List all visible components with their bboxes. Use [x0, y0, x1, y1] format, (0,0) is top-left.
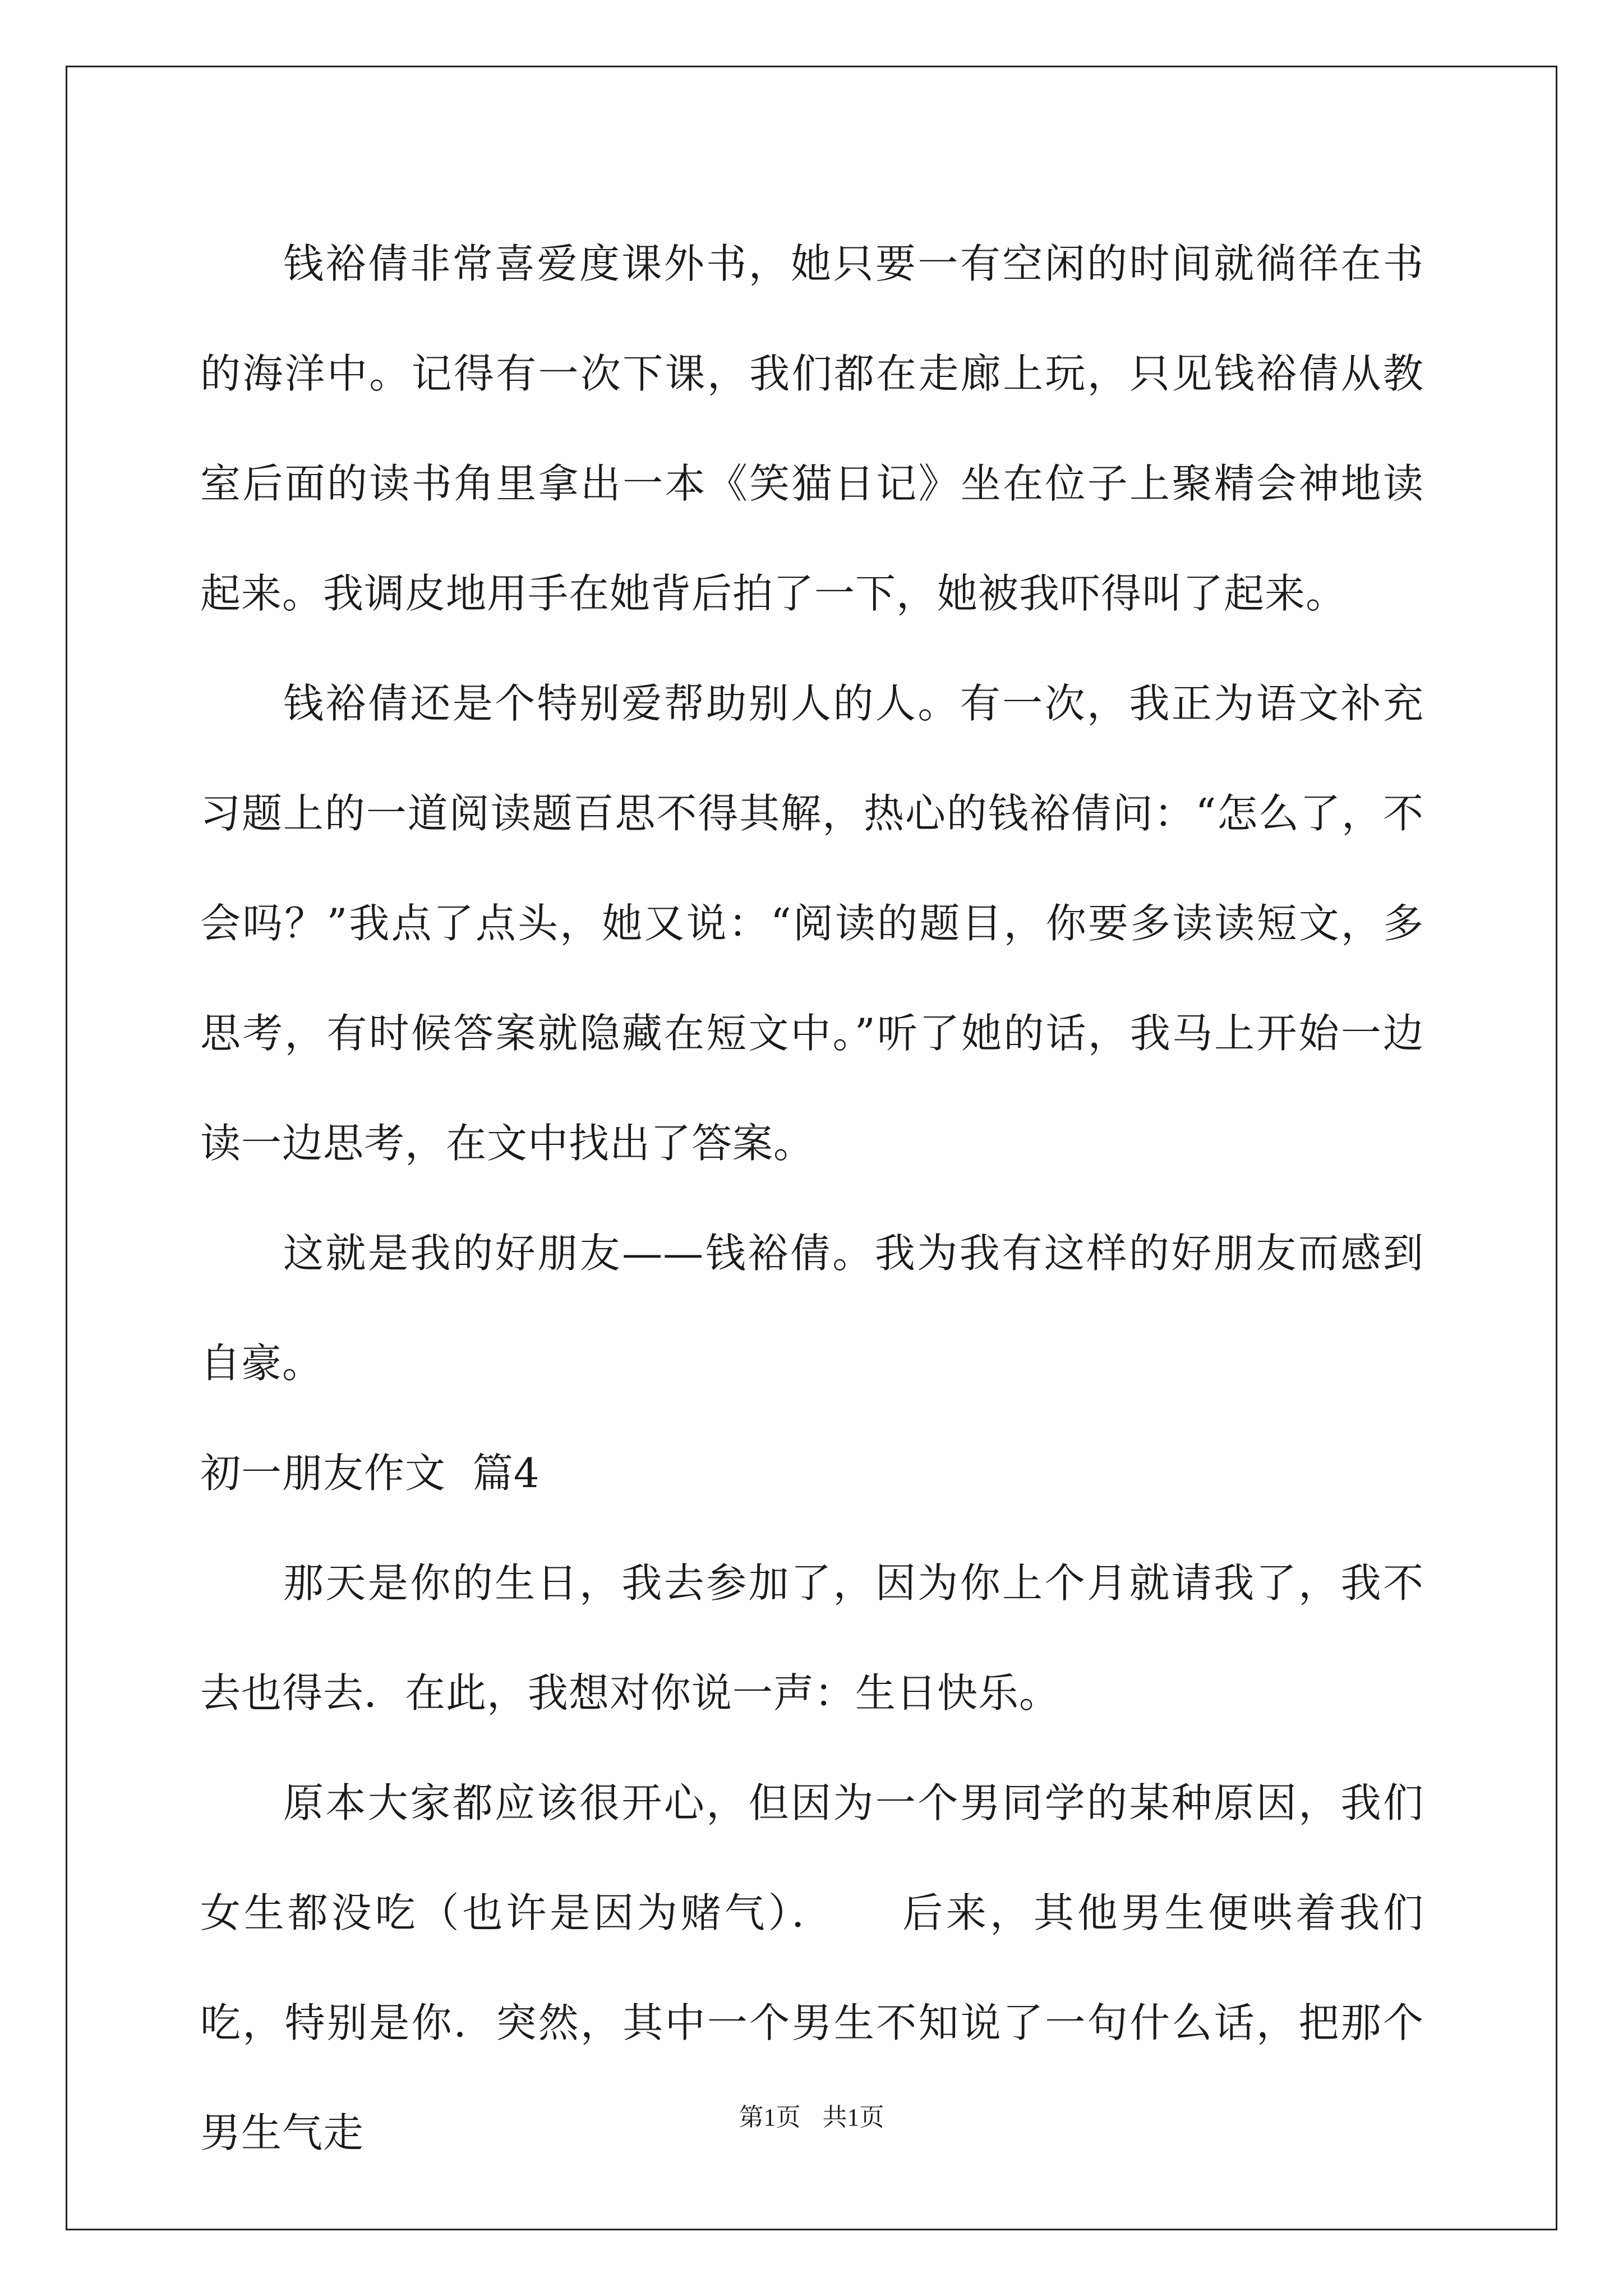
- section-heading: 初一朋友作文 篇4: [200, 1450, 540, 1497]
- paragraph: 那天是你的生日，我去参加了，因为你上个月就请我了，我不去也得去．在此，我想对你说一声：生日快乐。: [200, 1559, 1424, 1717]
- page-footer: [0, 2097, 1623, 2133]
- paragraph: 钱裕倩非常喜爱度课外书，她只要一有空闲的时间就徜徉在书的海洋中。记得有一次下课，我们都在走廊上玩，只见钱裕倩从教室后面的读书角里拿出一本《笑猫日记》坐在位子上聚精会神地读起来。我调皮地用手在她背后拍了一下，她被我吓得叫了起来。: [200, 240, 1424, 617]
- document-body: [200, 209, 1424, 2188]
- paragraph: 这就是我的好朋友——钱裕倩。我为我有这样的好朋友而感到自豪。: [200, 1230, 1424, 1387]
- page-number: 第1页: [739, 2104, 801, 2131]
- paragraph: 钱裕倩还是个特别爱帮助别人的人。有一次，我正为语文补充习题上的一道阅读题百思不得其解，热心的钱裕倩问：“怎么了，不会吗？”我点了点头，她又说：“阅读的题目，你要多读读短文，多思考，有时候答案就隐藏在短文中。”听了她的话，我马上开始一边读一边思考，在文中找出了答案。: [200, 680, 1424, 1167]
- paragraph: 原本大家都应该很开心，但因为一个男同学的某种原因，我们女生都没吃（也许是因为赌气）． 后来，其他男生便哄着我们吃，特别是你．突然，其中一个男生不知说了一句什么话，把那个男生气走: [200, 1779, 1424, 2156]
- page-total: 共1页: [822, 2104, 884, 2131]
